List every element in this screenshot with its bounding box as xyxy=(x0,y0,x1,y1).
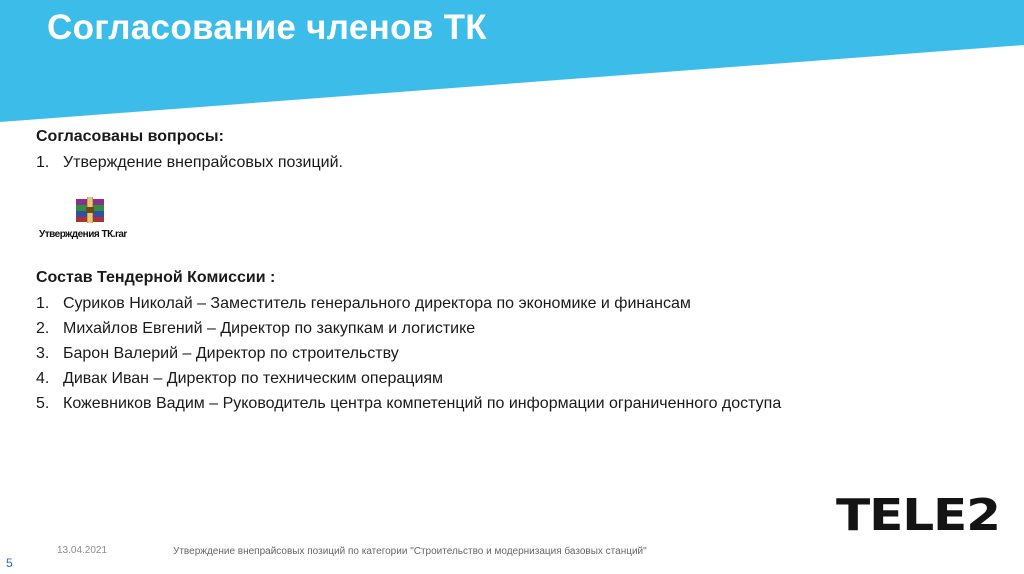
list-item xyxy=(36,391,996,416)
list-item-number: 3. xyxy=(36,345,50,362)
commission-section xyxy=(36,266,996,416)
list-item-number: 2. xyxy=(36,320,50,337)
list-item xyxy=(36,291,996,316)
attachment-file-name: Утверждения ТК.rar xyxy=(39,229,127,240)
list-item-text: Барон Валерий – Директор по строительству xyxy=(63,345,399,362)
questions-section xyxy=(36,125,996,175)
list-item xyxy=(36,150,996,175)
slide-number: 5 xyxy=(6,556,13,570)
commission-heading: Состав Тендерной Комиссии : xyxy=(36,269,276,286)
list-item-number: 1. xyxy=(36,295,50,312)
list-item-text: Михайлов Евгений – Директор по закупкам и логистике xyxy=(63,320,476,337)
winrar-archive-icon xyxy=(74,196,106,224)
questions-heading: Согласованы вопросы: xyxy=(36,128,224,145)
questions-list xyxy=(36,150,996,175)
tele2-logo: TELE2 xyxy=(836,490,1000,541)
slide-title: Согласование членов ТК xyxy=(47,8,487,47)
list-item xyxy=(36,316,996,341)
list-item-text: Дивак Иван – Директор по техническим операциям xyxy=(63,370,444,387)
list-item-text: Суриков Николай – Заместитель генерального директора по экономике и финансам xyxy=(63,295,691,312)
commission-list xyxy=(36,291,996,416)
list-item-number: 5. xyxy=(36,395,50,412)
list-item xyxy=(36,366,996,391)
list-item-text: Кожевников Вадим – Руководитель центра компетенций по информации ограниченного доступа xyxy=(63,395,782,412)
list-item-number: 1. xyxy=(36,154,50,171)
attachment-rar-file[interactable] xyxy=(36,196,156,244)
footer-note: Утверждение внепрайсовых позиций по категории "Строительство и модернизация базовых станций" xyxy=(173,546,647,557)
list-item-number: 4. xyxy=(36,370,50,387)
footer-date: 13.04.2021 xyxy=(57,545,108,556)
list-item-text: Утверждение внепрайсовых позиций. xyxy=(63,154,343,171)
list-item xyxy=(36,341,996,366)
